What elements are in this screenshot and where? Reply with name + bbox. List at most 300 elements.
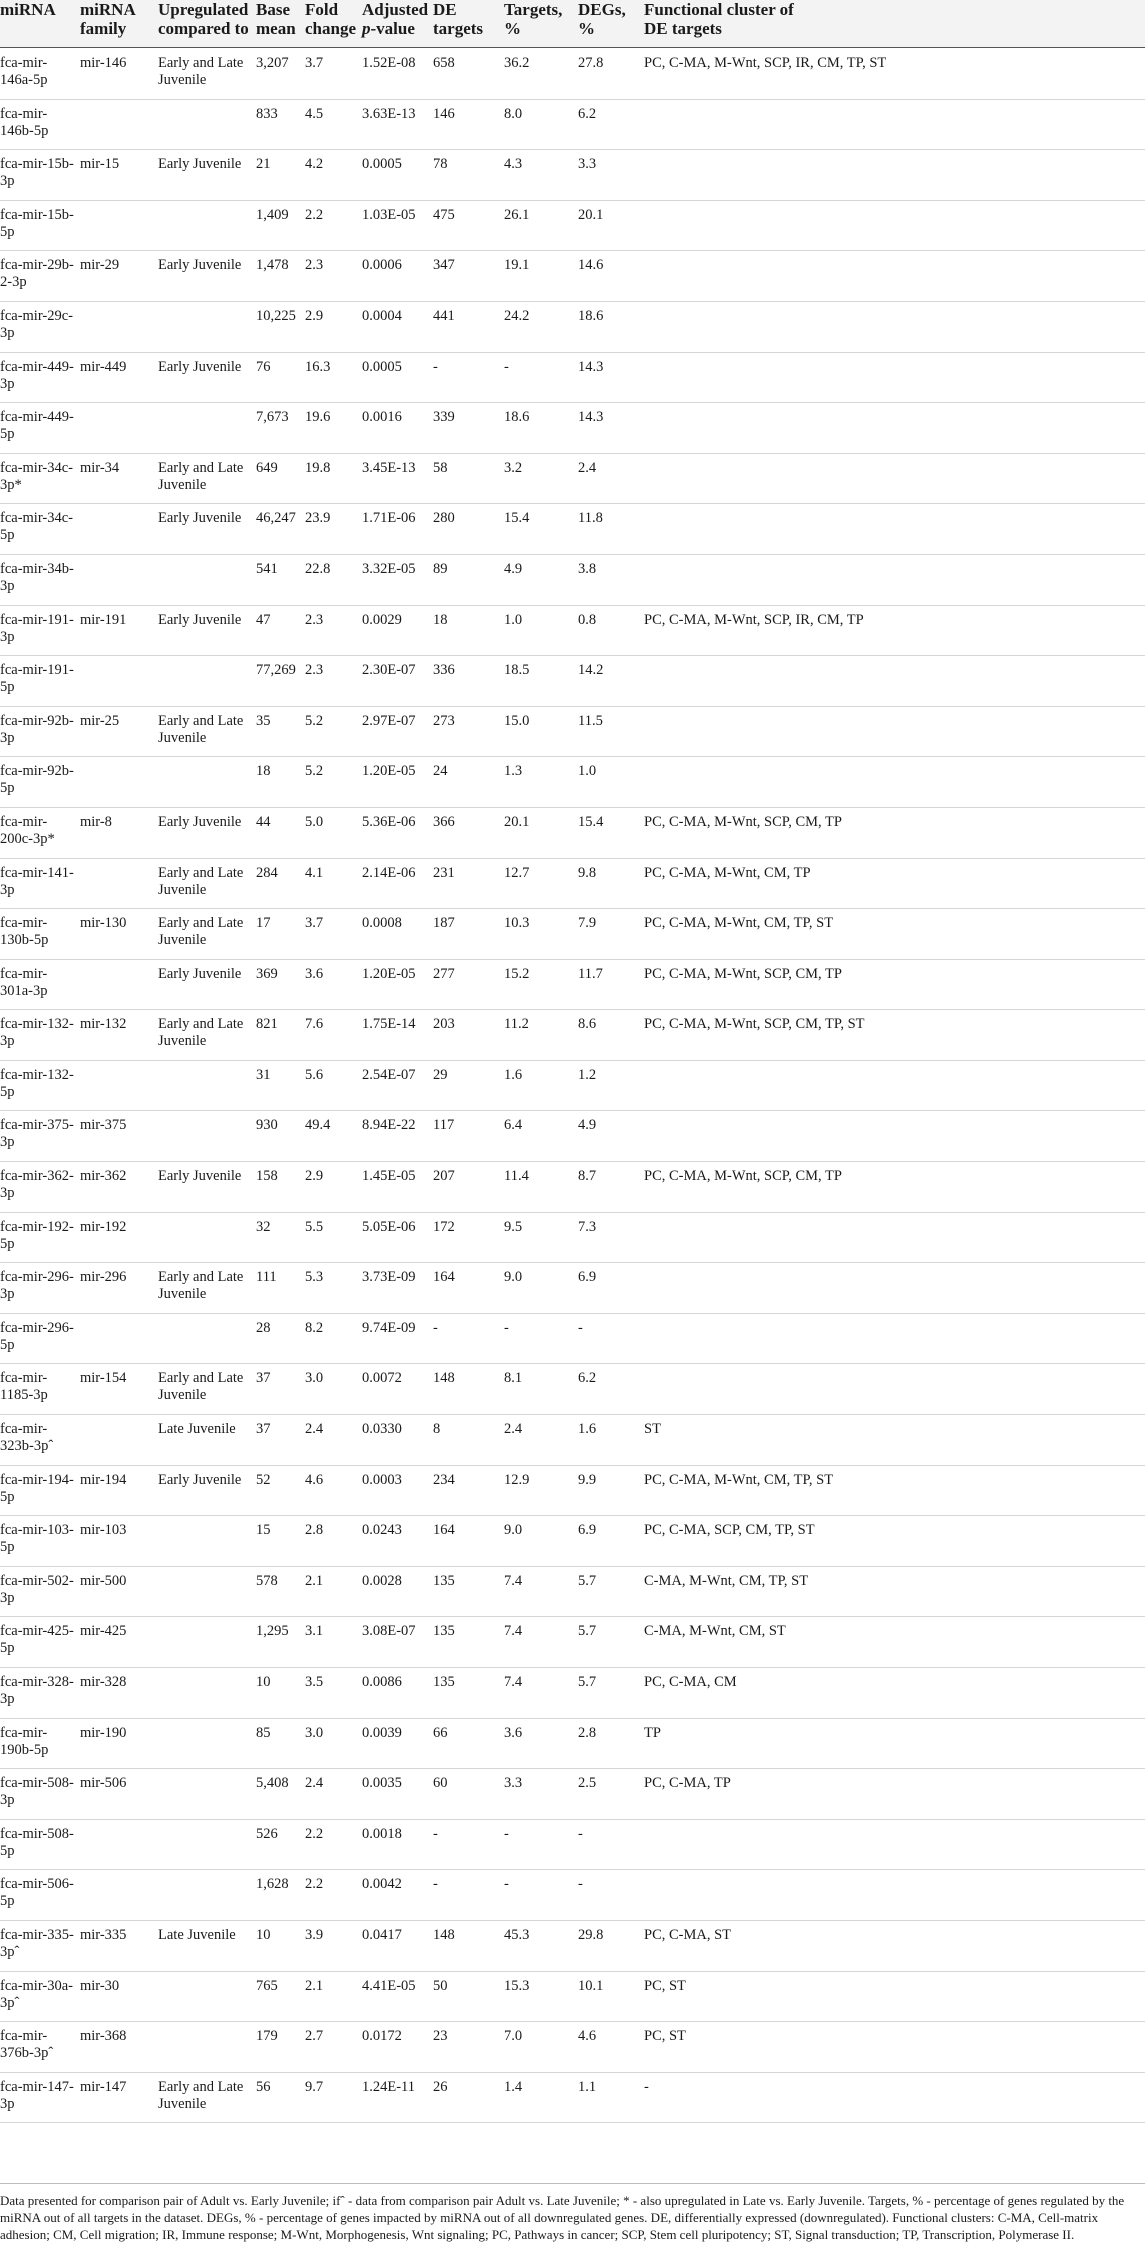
cell-mirna: fca-mir-502-3p xyxy=(0,1572,74,1606)
cell-de-targets: 50 xyxy=(433,1977,448,1994)
table-row xyxy=(0,302,1145,353)
cell-family: mir-34 xyxy=(80,459,120,476)
cell-targets-pct: 11.4 xyxy=(504,1168,529,1185)
cell-base-mean: 28 xyxy=(256,1319,271,1336)
cell-base-mean: 369 xyxy=(256,965,278,982)
cell-upregulated: Early Juvenile xyxy=(158,156,242,173)
cell-degs-pct: 11.7 xyxy=(578,965,603,982)
table-row xyxy=(0,859,1145,910)
cell-family: mir-194 xyxy=(80,1471,127,1488)
cell-degs-pct: 4.9 xyxy=(578,1117,597,1134)
cell-fold-change: 3.7 xyxy=(305,55,324,71)
cell-functional-cluster: PC, ST xyxy=(644,2028,686,2045)
cell-fold-change: 3.6 xyxy=(305,965,324,982)
cell-de-targets: 66 xyxy=(433,1724,448,1741)
cell-de-targets: - xyxy=(433,1319,438,1336)
cell-functional-cluster: PC, C-MA, M-Wnt, CM, TP, ST xyxy=(644,1471,834,1488)
cell-upregulated: Early Juvenile xyxy=(158,1471,242,1488)
cell-targets-pct: 18.5 xyxy=(504,662,530,679)
cell-family: mir-191 xyxy=(80,611,127,628)
cell-functional-cluster: ST xyxy=(644,1421,661,1438)
cell-base-mean: 17 xyxy=(256,915,271,932)
cell-base-mean: 44 xyxy=(256,813,271,830)
cell-degs-pct: 29.8 xyxy=(578,1926,604,1943)
cell-de-targets: 366 xyxy=(433,813,455,830)
cell-targets-pct: 19.1 xyxy=(504,257,530,274)
cell-base-mean: 930 xyxy=(256,1117,278,1134)
cell-adj-p-value: 0.0072 xyxy=(362,1370,402,1387)
cell-family: mir-154 xyxy=(80,1370,127,1387)
cell-adj-p-value: 0.0035 xyxy=(362,1775,402,1792)
cell-base-mean: 111 xyxy=(256,1269,277,1286)
cell-family: mir-29 xyxy=(80,257,120,274)
cell-upregulated: Early Juvenile xyxy=(158,1168,242,1185)
table-row xyxy=(0,504,1145,555)
cell-fold-change: 5.6 xyxy=(305,1066,324,1083)
cell-de-targets: 231 xyxy=(433,864,455,881)
cell-mirna: fca-mir-301a-3p xyxy=(0,965,48,999)
cell-base-mean: 37 xyxy=(256,1421,271,1438)
cell-degs-pct: 11.5 xyxy=(578,712,603,729)
cell-targets-pct: 3.2 xyxy=(504,459,523,476)
cell-de-targets: 277 xyxy=(433,965,455,982)
cell-degs-pct: 0.8 xyxy=(578,611,597,628)
cell-adj-p-value: 0.0039 xyxy=(362,1724,402,1741)
cell-mirna: fca-mir-29b-2-3p xyxy=(0,257,74,291)
cell-fold-change: 19.6 xyxy=(305,409,331,426)
table-row xyxy=(0,1314,1145,1365)
cell-targets-pct: 9.5 xyxy=(504,1218,523,1235)
cell-functional-cluster: PC, C-MA, SCP, CM, TP, ST xyxy=(644,1522,815,1539)
cell-mirna: fca-mir-508-3p xyxy=(0,1775,74,1809)
cell-family: mir-130 xyxy=(80,915,127,932)
table-row xyxy=(0,1466,1145,1517)
cell-family: mir-8 xyxy=(80,813,112,830)
cell-mirna: fca-mir-147-3p xyxy=(0,2078,74,2112)
cell-fold-change: 5.2 xyxy=(305,712,324,729)
col-header-degs-pct: DEGs, % xyxy=(578,0,626,38)
table-row xyxy=(0,1567,1145,1618)
cell-de-targets: - xyxy=(433,1876,438,1893)
cell-de-targets: 148 xyxy=(433,1370,455,1387)
cell-base-mean: 32 xyxy=(256,1218,271,1235)
table-row xyxy=(0,251,1145,302)
cell-mirna: fca-mir-425-5p xyxy=(0,1623,74,1657)
cell-upregulated: Early Juvenile xyxy=(158,358,242,375)
cell-degs-pct: 5.7 xyxy=(578,1623,597,1640)
cell-de-targets: - xyxy=(433,1825,438,1842)
cell-upregulated: Early and Late Juvenile xyxy=(158,1370,244,1404)
cell-family: mir-192 xyxy=(80,1218,127,1235)
cell-degs-pct: 20.1 xyxy=(578,206,604,223)
cell-adj-p-value: 0.0417 xyxy=(362,1926,402,1943)
table-row xyxy=(0,707,1145,758)
cell-base-mean: 18 xyxy=(256,763,271,780)
cell-degs-pct: 6.9 xyxy=(578,1269,597,1286)
cell-adj-p-value: 2.54E-07 xyxy=(362,1066,416,1083)
cell-upregulated: Early and Late Juvenile xyxy=(158,1269,244,1303)
table-row xyxy=(0,757,1145,808)
table-row xyxy=(0,454,1145,505)
cell-adj-p-value: 8.94E-22 xyxy=(362,1117,416,1134)
col-header-base-mean: Base mean xyxy=(256,0,296,38)
cell-targets-pct: 2.4 xyxy=(504,1421,523,1438)
cell-fold-change: 2.2 xyxy=(305,206,324,223)
cell-degs-pct: 18.6 xyxy=(578,307,604,324)
table-row xyxy=(0,1010,1145,1061)
table-row xyxy=(0,49,1145,100)
cell-base-mean: 1,409 xyxy=(256,206,289,223)
table-row xyxy=(0,403,1145,454)
cell-de-targets: 148 xyxy=(433,1926,455,1943)
table-row xyxy=(0,2073,1145,2124)
cell-mirna: fca-mir-132-3p xyxy=(0,1016,74,1050)
cell-adj-p-value: 1.24E-11 xyxy=(362,2078,416,2095)
cell-targets-pct: 8.0 xyxy=(504,105,523,122)
cell-family: mir-375 xyxy=(80,1117,127,1134)
cell-adj-p-value: 2.14E-06 xyxy=(362,864,416,881)
cell-targets-pct: 9.0 xyxy=(504,1522,523,1539)
cell-adj-p-value: 1.20E-05 xyxy=(362,763,416,780)
cell-fold-change: 4.6 xyxy=(305,1471,324,1488)
cell-functional-cluster: PC, C-MA, TP xyxy=(644,1775,731,1792)
cell-family: mir-30 xyxy=(80,1977,120,1994)
cell-adj-p-value: 0.0016 xyxy=(362,409,402,426)
cell-de-targets: 339 xyxy=(433,409,455,426)
cell-base-mean: 284 xyxy=(256,864,278,881)
cell-adj-p-value: 1.20E-05 xyxy=(362,965,416,982)
cell-mirna: fca-mir-103-5p xyxy=(0,1522,74,1556)
cell-family: mir-25 xyxy=(80,712,120,729)
cell-adj-p-value: 2.30E-07 xyxy=(362,662,416,679)
cell-targets-pct: 36.2 xyxy=(504,55,530,71)
table-row xyxy=(0,1769,1145,1820)
cell-mirna: fca-mir-15b-5p xyxy=(0,206,74,240)
cell-de-targets: 146 xyxy=(433,105,455,122)
cell-de-targets: 280 xyxy=(433,510,455,527)
cell-degs-pct: 9.8 xyxy=(578,864,597,881)
cell-functional-cluster: PC, C-MA, CM xyxy=(644,1674,737,1690)
cell-functional-cluster: C-MA, M-Wnt, CM, ST xyxy=(644,1623,786,1640)
table-row xyxy=(0,1415,1145,1466)
cell-mirna: fca-mir-200c-3p* xyxy=(0,813,55,847)
table-row xyxy=(0,1061,1145,1112)
cell-fold-change: 8.2 xyxy=(305,1319,324,1336)
cell-targets-pct: 11.2 xyxy=(504,1016,529,1033)
cell-mirna: fca-mir-375-3p xyxy=(0,1117,74,1151)
cell-mirna: fca-mir-92b-5p xyxy=(0,763,74,797)
cell-targets-pct: 7.0 xyxy=(504,2028,523,2045)
cell-targets-pct: 15.0 xyxy=(504,712,530,729)
cell-family: mir-146 xyxy=(80,55,127,71)
table-row xyxy=(0,353,1145,404)
cell-degs-pct: 2.5 xyxy=(578,1775,597,1792)
cell-targets-pct: 7.4 xyxy=(504,1572,523,1589)
cell-functional-cluster: PC, C-MA, M-Wnt, CM, TP xyxy=(644,864,811,881)
cell-fold-change: 2.3 xyxy=(305,611,324,628)
cell-base-mean: 821 xyxy=(256,1016,278,1033)
cell-adj-p-value: 0.0243 xyxy=(362,1522,402,1539)
cell-base-mean: 35 xyxy=(256,712,271,729)
cell-targets-pct: 1.6 xyxy=(504,1066,523,1083)
cell-adj-p-value: 1.03E-05 xyxy=(362,206,416,223)
cell-de-targets: 58 xyxy=(433,459,448,476)
cell-degs-pct: 7.3 xyxy=(578,1218,597,1235)
cell-functional-cluster: PC, C-MA, M-Wnt, SCP, IR, CM, TP, ST xyxy=(644,55,887,71)
cell-targets-pct: 12.7 xyxy=(504,864,530,881)
table-row xyxy=(0,1364,1145,1415)
cell-targets-pct: 7.4 xyxy=(504,1674,523,1690)
cell-degs-pct: 9.9 xyxy=(578,1471,597,1488)
cell-upregulated: Early and Late Juvenile xyxy=(158,55,244,88)
cell-adj-p-value: 0.0042 xyxy=(362,1876,402,1893)
cell-fold-change: 5.0 xyxy=(305,813,324,830)
cell-de-targets: 207 xyxy=(433,1168,455,1185)
cell-mirna: fca-mir-191-5p xyxy=(0,662,74,696)
cell-mirna: fca-mir-194-5p xyxy=(0,1471,74,1505)
cell-functional-cluster: PC, C-MA, ST xyxy=(644,1926,732,1943)
cell-family: mir-147 xyxy=(80,2078,127,2095)
cell-base-mean: 10 xyxy=(256,1674,271,1690)
cell-fold-change: 19.8 xyxy=(305,459,331,476)
cell-mirna: fca-mir-192-5p xyxy=(0,1218,74,1252)
cell-de-targets: 29 xyxy=(433,1066,448,1083)
cell-targets-pct: 3.6 xyxy=(504,1724,523,1741)
cell-targets-pct: 12.9 xyxy=(504,1471,530,1488)
table-body xyxy=(0,49,1145,2123)
cell-family: mir-335 xyxy=(80,1926,127,1943)
cell-upregulated: Early and Late Juvenile xyxy=(158,864,244,898)
cell-degs-pct: 8.7 xyxy=(578,1168,597,1185)
cell-fold-change: 16.3 xyxy=(305,358,331,375)
cell-fold-change: 2.4 xyxy=(305,1775,324,1792)
cell-adj-p-value: 0.0172 xyxy=(362,2028,402,2045)
cell-family: mir-362 xyxy=(80,1168,127,1185)
cell-fold-change: 4.5 xyxy=(305,105,324,122)
table-row xyxy=(0,555,1145,606)
cell-de-targets: 172 xyxy=(433,1218,455,1235)
cell-degs-pct: 1.2 xyxy=(578,1066,597,1083)
cell-base-mean: 833 xyxy=(256,105,278,122)
cell-degs-pct: 3.8 xyxy=(578,560,597,577)
col-header-de-targets: DE targets xyxy=(433,0,484,38)
cell-fold-change: 3.0 xyxy=(305,1370,324,1387)
cell-functional-cluster: PC, C-MA, M-Wnt, SCP, CM, TP, ST xyxy=(644,1016,865,1033)
cell-upregulated: Early and Late Juvenile xyxy=(158,2078,244,2112)
cell-adj-p-value: 3.08E-07 xyxy=(362,1623,416,1640)
cell-fold-change: 3.9 xyxy=(305,1926,324,1943)
cell-mirna: fca-mir-92b-3p xyxy=(0,712,74,746)
cell-degs-pct: 5.7 xyxy=(578,1674,597,1690)
cell-fold-change: 2.9 xyxy=(305,1168,324,1185)
cell-de-targets: - xyxy=(433,358,438,375)
cell-family: mir-368 xyxy=(80,2028,127,2045)
cell-mirna: fca-mir-141-3p xyxy=(0,864,74,898)
cell-base-mean: 10 xyxy=(256,1926,271,1943)
cell-base-mean: 15 xyxy=(256,1522,271,1539)
cell-adj-p-value: 0.0008 xyxy=(362,915,402,932)
cell-adj-p-value: 0.0018 xyxy=(362,1825,402,1842)
cell-base-mean: 31 xyxy=(256,1066,271,1083)
table-row xyxy=(0,1111,1145,1162)
cell-family: mir-449 xyxy=(80,358,127,375)
table-row xyxy=(0,656,1145,707)
cell-degs-pct: 6.9 xyxy=(578,1522,597,1539)
cell-degs-pct: 6.2 xyxy=(578,105,597,122)
cell-fold-change: 2.1 xyxy=(305,1572,324,1589)
cell-adj-p-value: 3.73E-09 xyxy=(362,1269,416,1286)
cell-targets-pct: 6.4 xyxy=(504,1117,523,1134)
cell-de-targets: 164 xyxy=(433,1522,455,1539)
cell-family: mir-500 xyxy=(80,1572,127,1589)
cell-adj-p-value: 3.45E-13 xyxy=(362,459,416,476)
cell-upregulated: Early Juvenile xyxy=(158,813,242,830)
cell-family: mir-132 xyxy=(80,1016,127,1033)
cell-targets-pct: 9.0 xyxy=(504,1269,523,1286)
cell-fold-change: 3.0 xyxy=(305,1724,324,1741)
cell-family: mir-15 xyxy=(80,156,120,173)
cell-degs-pct: 11.8 xyxy=(578,510,603,527)
cell-degs-pct: 14.3 xyxy=(578,358,604,375)
cell-degs-pct: - xyxy=(578,1876,583,1893)
cell-base-mean: 5,408 xyxy=(256,1775,289,1792)
col-header-mirna-family: miRNA family xyxy=(80,0,135,38)
cell-mirna: fca-mir-130b-5p xyxy=(0,915,49,949)
cell-adj-p-value: 0.0330 xyxy=(362,1421,402,1438)
cell-base-mean: 47 xyxy=(256,611,271,628)
cell-mirna: fca-mir-449-3p xyxy=(0,358,74,392)
cell-degs-pct: 1.0 xyxy=(578,763,597,780)
cell-mirna: fca-mir-328-3p xyxy=(0,1674,74,1707)
cell-fold-change: 3.1 xyxy=(305,1623,324,1640)
cell-targets-pct: 7.4 xyxy=(504,1623,523,1640)
cell-mirna: fca-mir-1185-3p xyxy=(0,1370,48,1404)
cell-de-targets: 78 xyxy=(433,156,448,173)
table-row xyxy=(0,960,1145,1011)
cell-base-mean: 56 xyxy=(256,2078,271,2095)
cell-fold-change: 2.8 xyxy=(305,1522,324,1539)
cell-adj-p-value: 4.41E-05 xyxy=(362,1977,416,1994)
cell-functional-cluster: PC, C-MA, M-Wnt, SCP, CM, TP xyxy=(644,1168,842,1185)
table-row xyxy=(0,1516,1145,1567)
cell-adj-p-value: 3.63E-13 xyxy=(362,105,416,122)
cell-degs-pct: 4.6 xyxy=(578,2028,597,2045)
cell-targets-pct: 24.2 xyxy=(504,307,530,324)
cell-fold-change: 2.1 xyxy=(305,1977,324,1994)
cell-degs-pct: 8.6 xyxy=(578,1016,597,1033)
cell-fold-change: 3.7 xyxy=(305,915,324,932)
table-row xyxy=(0,1162,1145,1213)
cell-mirna: fca-mir-508-5p xyxy=(0,1825,74,1859)
cell-adj-p-value: 1.52E-08 xyxy=(362,55,416,71)
cell-de-targets: 24 xyxy=(433,763,448,780)
table-row xyxy=(0,1719,1145,1770)
cell-de-targets: 273 xyxy=(433,712,455,729)
cell-targets-pct: - xyxy=(504,1825,509,1842)
cell-adj-p-value: 1.75E-14 xyxy=(362,1016,416,1033)
cell-adj-p-value: 5.36E-06 xyxy=(362,813,416,830)
cell-fold-change: 2.3 xyxy=(305,662,324,679)
cell-degs-pct: 27.8 xyxy=(578,55,604,71)
cell-upregulated: Early and Late Juvenile xyxy=(158,915,244,949)
table-row xyxy=(0,1617,1145,1668)
cell-de-targets: 26 xyxy=(433,2078,448,2095)
cell-degs-pct: - xyxy=(578,1319,583,1336)
cell-base-mean: 10,225 xyxy=(256,307,296,324)
cell-fold-change: 7.6 xyxy=(305,1016,324,1033)
cell-targets-pct: 26.1 xyxy=(504,206,530,223)
cell-degs-pct: 7.9 xyxy=(578,915,597,932)
cell-base-mean: 526 xyxy=(256,1825,278,1842)
cell-degs-pct: 5.7 xyxy=(578,1572,597,1589)
cell-upregulated: Late Juvenile xyxy=(158,1421,236,1438)
cell-base-mean: 765 xyxy=(256,1977,278,1994)
cell-degs-pct: 1.6 xyxy=(578,1421,597,1438)
cell-base-mean: 3,207 xyxy=(256,55,289,71)
cell-adj-p-value: 0.0005 xyxy=(362,358,402,375)
cell-de-targets: 475 xyxy=(433,206,455,223)
cell-fold-change: 5.5 xyxy=(305,1218,324,1235)
cell-mirna: fca-mir-362-3p xyxy=(0,1168,74,1202)
cell-mirna: fca-mir-323b-3pˆ xyxy=(0,1421,54,1455)
cell-de-targets: 18 xyxy=(433,611,448,628)
header-divider xyxy=(0,47,1145,48)
cell-family: mir-506 xyxy=(80,1775,127,1792)
cell-mirna: fca-mir-296-3p xyxy=(0,1269,74,1303)
cell-targets-pct: 15.2 xyxy=(504,965,530,982)
cell-base-mean: 21 xyxy=(256,156,271,173)
cell-fold-change: 23.9 xyxy=(305,510,331,527)
cell-fold-change: 2.9 xyxy=(305,307,324,324)
cell-fold-change: 2.3 xyxy=(305,257,324,274)
cell-functional-cluster: PC, C-MA, M-Wnt, CM, TP, ST xyxy=(644,915,834,932)
cell-degs-pct: - xyxy=(578,1825,583,1842)
cell-functional-cluster: PC, ST xyxy=(644,1977,686,1994)
cell-upregulated: Early Juvenile xyxy=(158,611,242,628)
cell-de-targets: 347 xyxy=(433,257,455,274)
cell-degs-pct: 14.6 xyxy=(578,257,604,274)
cell-fold-change: 9.7 xyxy=(305,2078,324,2095)
cell-family: mir-425 xyxy=(80,1623,127,1640)
cell-functional-cluster: TP xyxy=(644,1724,661,1741)
cell-targets-pct: 4.9 xyxy=(504,560,523,577)
table-row xyxy=(0,1668,1145,1719)
table-row xyxy=(0,2022,1145,2073)
cell-base-mean: 1,478 xyxy=(256,257,289,274)
cell-base-mean: 1,628 xyxy=(256,1876,289,1893)
cell-mirna: fca-mir-449-5p xyxy=(0,409,74,443)
cell-base-mean: 52 xyxy=(256,1471,271,1488)
cell-upregulated: Early and Late Juvenile xyxy=(158,459,244,493)
cell-adj-p-value: 0.0086 xyxy=(362,1674,402,1690)
cell-functional-cluster: - xyxy=(644,2078,649,2095)
cell-functional-cluster: PC, C-MA, M-Wnt, SCP, CM, TP xyxy=(644,813,842,830)
cell-targets-pct: 4.3 xyxy=(504,156,523,173)
cell-fold-change: 4.1 xyxy=(305,864,324,881)
cell-mirna: fca-mir-506-5p xyxy=(0,1876,74,1910)
cell-base-mean: 578 xyxy=(256,1572,278,1589)
cell-fold-change: 22.8 xyxy=(305,560,331,577)
cell-family: mir-190 xyxy=(80,1724,127,1741)
cell-targets-pct: 3.3 xyxy=(504,1775,523,1792)
table-row xyxy=(0,909,1145,960)
cell-adj-p-value: 1.71E-06 xyxy=(362,510,416,527)
cell-adj-p-value: 0.0028 xyxy=(362,1572,402,1589)
col-header-fold-change: Fold change xyxy=(305,0,356,38)
col-header-targets-pct: Targets, % xyxy=(504,0,563,38)
cell-adj-p-value: 0.0003 xyxy=(362,1471,402,1488)
cell-base-mean: 46,247 xyxy=(256,510,296,527)
